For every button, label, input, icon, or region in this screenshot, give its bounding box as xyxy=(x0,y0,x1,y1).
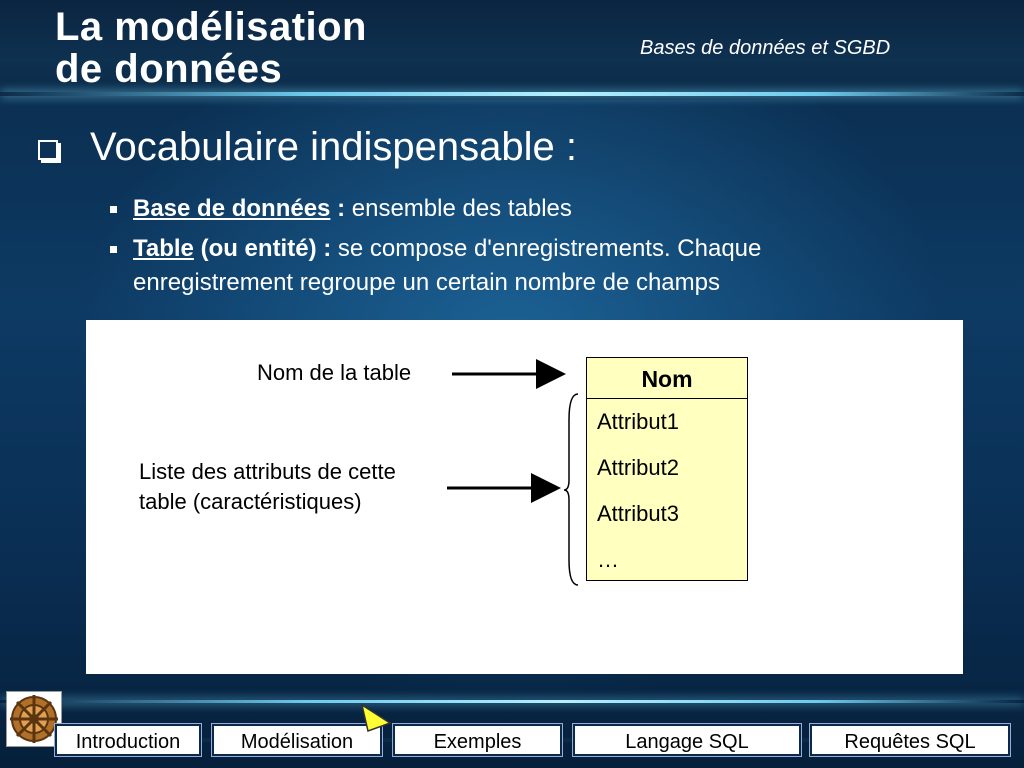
bullet-item-database xyxy=(110,192,910,226)
header-glow-line xyxy=(0,92,1024,96)
course-name: Bases de données et SGBD xyxy=(640,37,891,59)
nav-exemples[interactable]: Exemples xyxy=(393,724,562,756)
pointer-arrow-icon xyxy=(360,703,394,733)
definition-database: ensemble des tables xyxy=(345,195,572,222)
diagram-arrows xyxy=(86,320,963,674)
slide-title-line-2: de données xyxy=(55,47,283,91)
entity-diagram xyxy=(86,320,963,674)
term-table-suffix: (ou entité) : xyxy=(193,235,332,262)
bullet-item-table xyxy=(110,232,910,300)
label-attributes-line-2: table (caractéristiques) xyxy=(139,489,362,514)
checkbox-bullet-icon xyxy=(38,140,58,160)
entity-box xyxy=(586,357,748,581)
compass-rose-logo-icon xyxy=(6,691,62,747)
term-table: Table xyxy=(133,235,194,262)
term-database: Base de données xyxy=(133,195,331,222)
slide-title-line-1: La modélisation xyxy=(55,5,367,49)
section-heading-text: Vocabulaire indispensable : xyxy=(90,125,578,169)
slide-title xyxy=(55,6,367,90)
label-attributes-line-1: Liste des attributs de cette xyxy=(139,459,396,484)
nav-requetes-sql[interactable]: Requêtes SQL xyxy=(810,724,1010,756)
term-database-colon: : xyxy=(330,195,346,222)
nav-modelisation[interactable]: Modélisation xyxy=(212,724,382,756)
section-heading xyxy=(38,125,577,170)
entity-name: Nom xyxy=(587,358,747,399)
definition-table: se compose d'enregistrements. Chaque enregistrement regroupe un certain nombre de champs xyxy=(133,235,762,296)
footer-glow-line xyxy=(0,700,1024,703)
attributes-brace xyxy=(564,394,578,585)
entity-attribute: … xyxy=(597,547,619,572)
nav-introduction[interactable]: Introduction xyxy=(55,724,201,756)
entity-attribute: Attribut2 xyxy=(597,455,679,480)
entity-attribute: Attribut1 xyxy=(597,409,679,434)
nav-langage-sql[interactable]: Langage SQL xyxy=(573,724,801,756)
entity-attribute: Attribut3 xyxy=(597,501,679,526)
label-table-name: Nom de la table xyxy=(257,360,412,385)
square-bullet-icon xyxy=(110,206,117,213)
square-bullet-icon xyxy=(110,246,117,253)
bullet-list xyxy=(110,192,910,306)
